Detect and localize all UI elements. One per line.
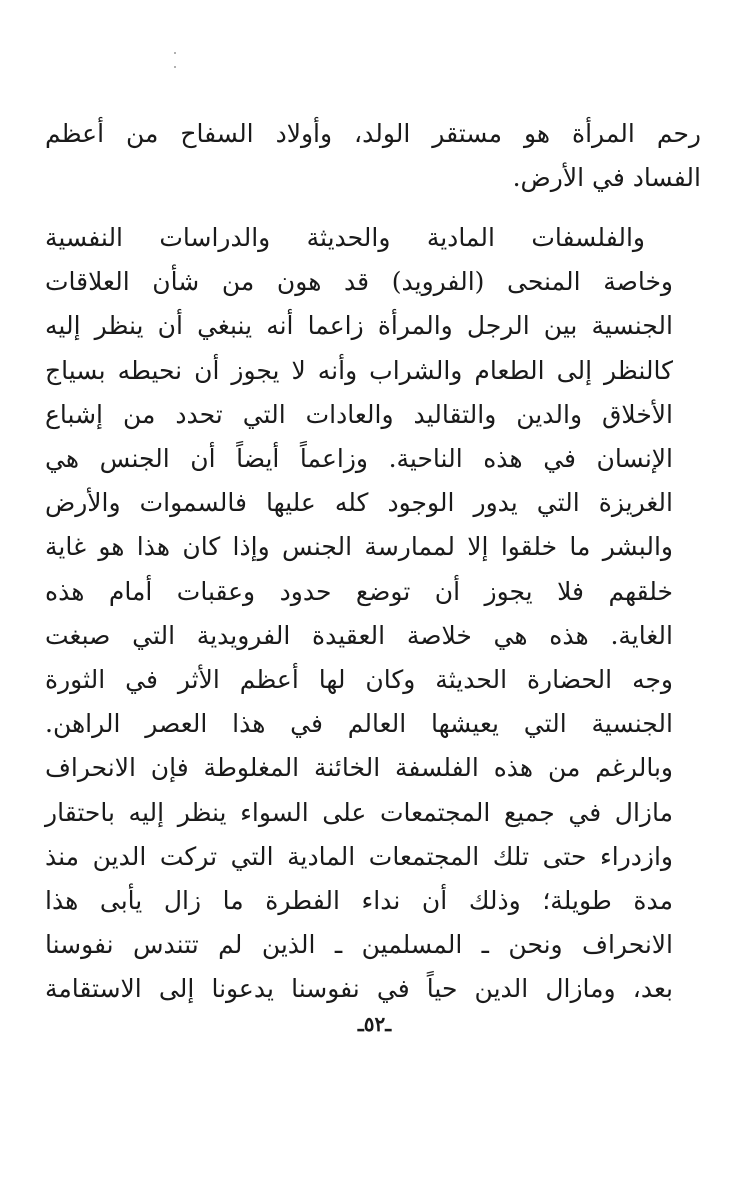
text-line: الفساد في الأرض.: [512, 163, 701, 193]
text-line: وازدراء حتى تلك المجتمعات المادية التي تركت الدين منذ: [45, 841, 673, 871]
text-line: الانحراف ونحن ـ المسلمين ـ الذين لم تتندس نفوسنا: [45, 930, 673, 960]
text-line: الإنسان في هذه الناحية. وزاعماً أيضاً أن الجنس هي: [45, 444, 673, 474]
text-line: وجه الحضارة الحديثة وكان لها أعظم الأثر في الثورة: [45, 665, 673, 695]
text-line: وبالرغم من هذه الفلسفة الخائنة المغلوطة فإن الانحراف: [45, 753, 673, 783]
scan-speck: [174, 66, 176, 68]
text-line: الجنسية التي يعيشها العالم في هذا العصر الراهن.: [45, 709, 673, 739]
text-line: مازال في جميع المجتمعات على السواء ينظر إليه باحتقار: [45, 797, 673, 827]
scan-speck: [174, 52, 176, 54]
text-line: كالنظر إلى الطعام والشراب وأنه لا يجوز أن نحيطه بسياج: [45, 355, 673, 385]
text-line: خلقهم فلا يجوز أن توضع حدود وعقبات أمام هذه: [45, 576, 673, 606]
text-line: الأخلاق والدين والتقاليد والعادات التي تحدد من إشباع: [45, 399, 673, 429]
text-line: الجنسية بين الرجل والمرأة زاعما أنه ينبغي أن ينظر إليه: [45, 311, 673, 341]
text-line: والفلسفات المادية والحديثة والدراسات النفسية: [45, 223, 645, 252]
text-line: بعد، ومازال الدين حياً في نفوسنا يدعونا إلى الاستقامة: [45, 974, 673, 1004]
paragraph-1: [45, 112, 701, 200]
text-line: رحم المرأة هو مستقر الولد، وأولاد السفاح من أعظم: [45, 119, 701, 148]
text-line: مدة طويلة؛ وذلك أن نداء الفطرة ما زال يأبى هذا: [45, 886, 673, 916]
text-line: الغاية. هذه هي خلاصة العقيدة الفرويدية التي صبغت: [45, 620, 673, 650]
page-number: ـ٥٢ـ: [357, 1012, 392, 1036]
text-line: الغريزة التي يدور الوجود كله عليها فالسموات والأرض: [45, 488, 673, 518]
text-line: والبشر ما خلقوا إلا لممارسة الجنس وإذا كان هذا هو غاية: [45, 532, 673, 562]
paragraph-2: [45, 216, 701, 1012]
text-line: وخاصة المنحى (الفرويد) قد هون من شأن العلاقات: [45, 267, 673, 297]
